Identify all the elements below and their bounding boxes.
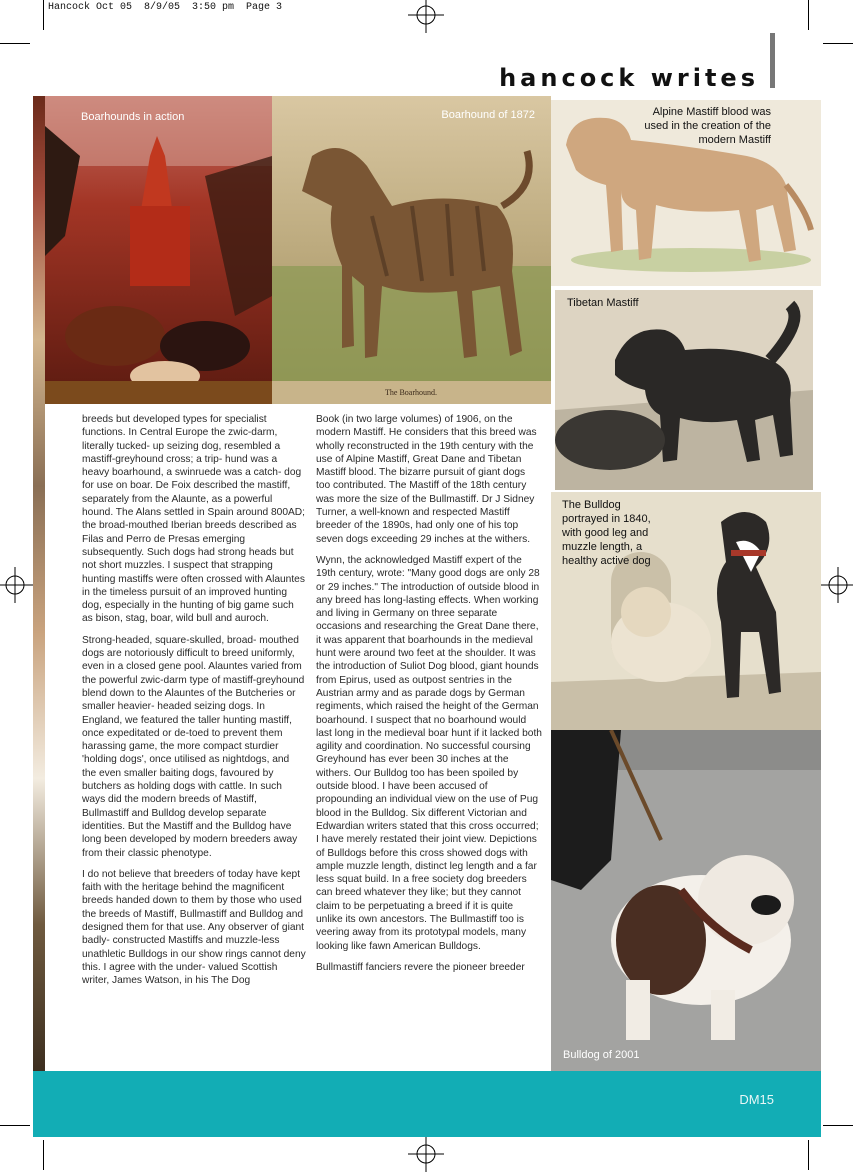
boarhound-1872-image (272, 96, 551, 404)
article-paragraph: Wynn, the acknowledged Mastiff expert of the 19th century, wrote: "Many good dogs are only 28 or 29 inches." The introduction of outside blood in any breed has long-lasting effects. When working and living in Germany on three separate occasions and researching the Great Dane there, it was apparent that boarhounds in the medieval hunt were around two feet at the shoulder. It was the introduction of Suliot Dog blood, giant hounds from Epirus, used as outpost sentries in the Austrian army and as parade dogs by German regiments, which raised the height of the German boarhound. I suspect that no boarhound would last long in the medieval boar hunt if it lacked both agility and coordination. No successful coursing Greyhound has ever been 30 inches at the withers. Our Bulldog too has been spoiled by outside blood. I have been accused of propounding an individual view on the use of Pug blood in the Bulldog. Six different Victorian and Edwardian writers stated that this cross occurred; I have merely restated their joint view. Depictions of Bulldogs before this cross showed dogs with ample muzzle length, distinct leg length and a far less squat build. In a free society dog breeders can breed whatever they like; but they cannot claim to be perpetuating a breed if it is quite unlike its own ancestors. The Bullmastiff too is veering away from its prototypal models, many looking like fawn American Bulldogs. (316, 554, 542, 952)
registration-mark-icon (0, 567, 33, 603)
article-paragraph: I do not believe that breeders of today have kept faith with the heritage behind the magnificent breeds handed down to them by those who used the breeds of Mastiff, Bullmastiff and Bulldog and designed them for that use. Any observer of giant badly- constructed Mastiffs and muzzle-less unathletic Bulldogs in our show rings cannot deny this. I agree with the under- valued Scottish writer, James Watson, in his The Dog (82, 868, 306, 987)
page-title: hancock writes (499, 64, 759, 92)
registration-mark-icon (408, 0, 444, 33)
image-caption: Bulldog of 2001 (563, 1049, 640, 1061)
bulldog-1840-image (551, 492, 821, 730)
article-paragraph: Strong-headed, square-skulled, broad- mouthed dogs are notoriously difficult to breed uniformly, even in a closed gene pool. Alauntes varied from the powerful zwic-darm type of mastiff-greyhound blend down to the Alauntes of the Butcheries or smaller heavier- headed seizing dogs. In England, we featured the taller hunting mastiff, once expeditated or de-toed to prevent them harassing game, the more compact sturdier 'holding dogs', once utilised as nightdogs, and the even smaller baiting dogs, favoured by butchers as holding dogs with cattle. In such ways did the modern breeds of Mastiff, Bullmastiff and Bulldog develop separate identities. But the Mastiff and the Bulldog have long been developed by modern breeders away from their classic phenotype. (82, 634, 305, 859)
article-column-1 (82, 413, 306, 995)
crop-mark (808, 0, 809, 30)
crop-mark (823, 43, 853, 44)
article-column-2 (316, 413, 542, 982)
header-accent-bar (770, 33, 775, 88)
crop-mark (0, 43, 30, 44)
image-caption: Alpine Mastiff blood was used in the creation of the modern Mastiff (644, 106, 771, 146)
page-number: DM15 (739, 1092, 774, 1107)
image-caption: Tibetan Mastiff (567, 297, 639, 309)
crop-mark (823, 1125, 853, 1126)
crop-mark (0, 1125, 30, 1126)
boarhounds-action-image (45, 96, 272, 404)
crop-mark (43, 0, 44, 30)
tibetan-mastiff-image (555, 290, 813, 490)
printer-slug: Hancock Oct 05 8/9/05 3:50 pm Page 3 (48, 2, 283, 13)
engraving-label: The Boarhound. (385, 388, 437, 397)
article-paragraph: breeds but developed types for specialist functions. In Central Europe the zwic-darm, literally tucked- up seizing dog, resembled a mastiff-greyhound cross; a trip- hund was a heavy boarhound, a swinruede was a catch- dog for use on boar. De Foix described the mastiff, separately from the Alaunte, as a powerful hound. The Alans settled in Spain around 800AD; the broad-mouthed Iberian breeds described as Filas and Perro de Presas emerging subsequently. Such dogs had strong heads but not short muzzles. I suspect that strapping hunting mastiffs were often crossed with Alauntes in the timeless pursuit of an improved hunting dog, especially in the hunting of big game such as bison, stag, boar, wild bull and auroch. (82, 414, 305, 625)
footer-band (33, 1071, 821, 1137)
alpine-mastiff-image (551, 100, 821, 286)
bulldog-2001-image (551, 730, 821, 1071)
registration-mark-icon (408, 1136, 444, 1172)
facing-page-strip (33, 96, 45, 1071)
crop-mark (808, 1140, 809, 1170)
article-paragraph: Book (in two large volumes) of 1906, on the modern Mastiff. He considers that this breed was wholly reconstructed in the 19th century with the use of Alpine Mastiff, Great Dane and Tibetan Mastiff blood. The bizarre pursuit of giant dogs too contributed. The Mastiff of the 18th century was more the size of the Bullmastiff. Dr J Sidney Turner, a well-known and respected Mastiff breeder of the 1890s, had only one of his top seven dogs exceeding 29 inches at the withers. (316, 414, 537, 545)
crop-mark (43, 1140, 44, 1170)
image-caption: The Bulldog portrayed in 1840, with good leg and muzzle length, a healthy active dog (562, 499, 651, 567)
registration-mark-icon (820, 567, 853, 603)
image-caption: Boarhound of 1872 (441, 109, 535, 121)
article-paragraph: Bullmastiff fanciers revere the pioneer breeder (316, 961, 525, 973)
image-caption: Boarhounds in action (81, 111, 185, 123)
